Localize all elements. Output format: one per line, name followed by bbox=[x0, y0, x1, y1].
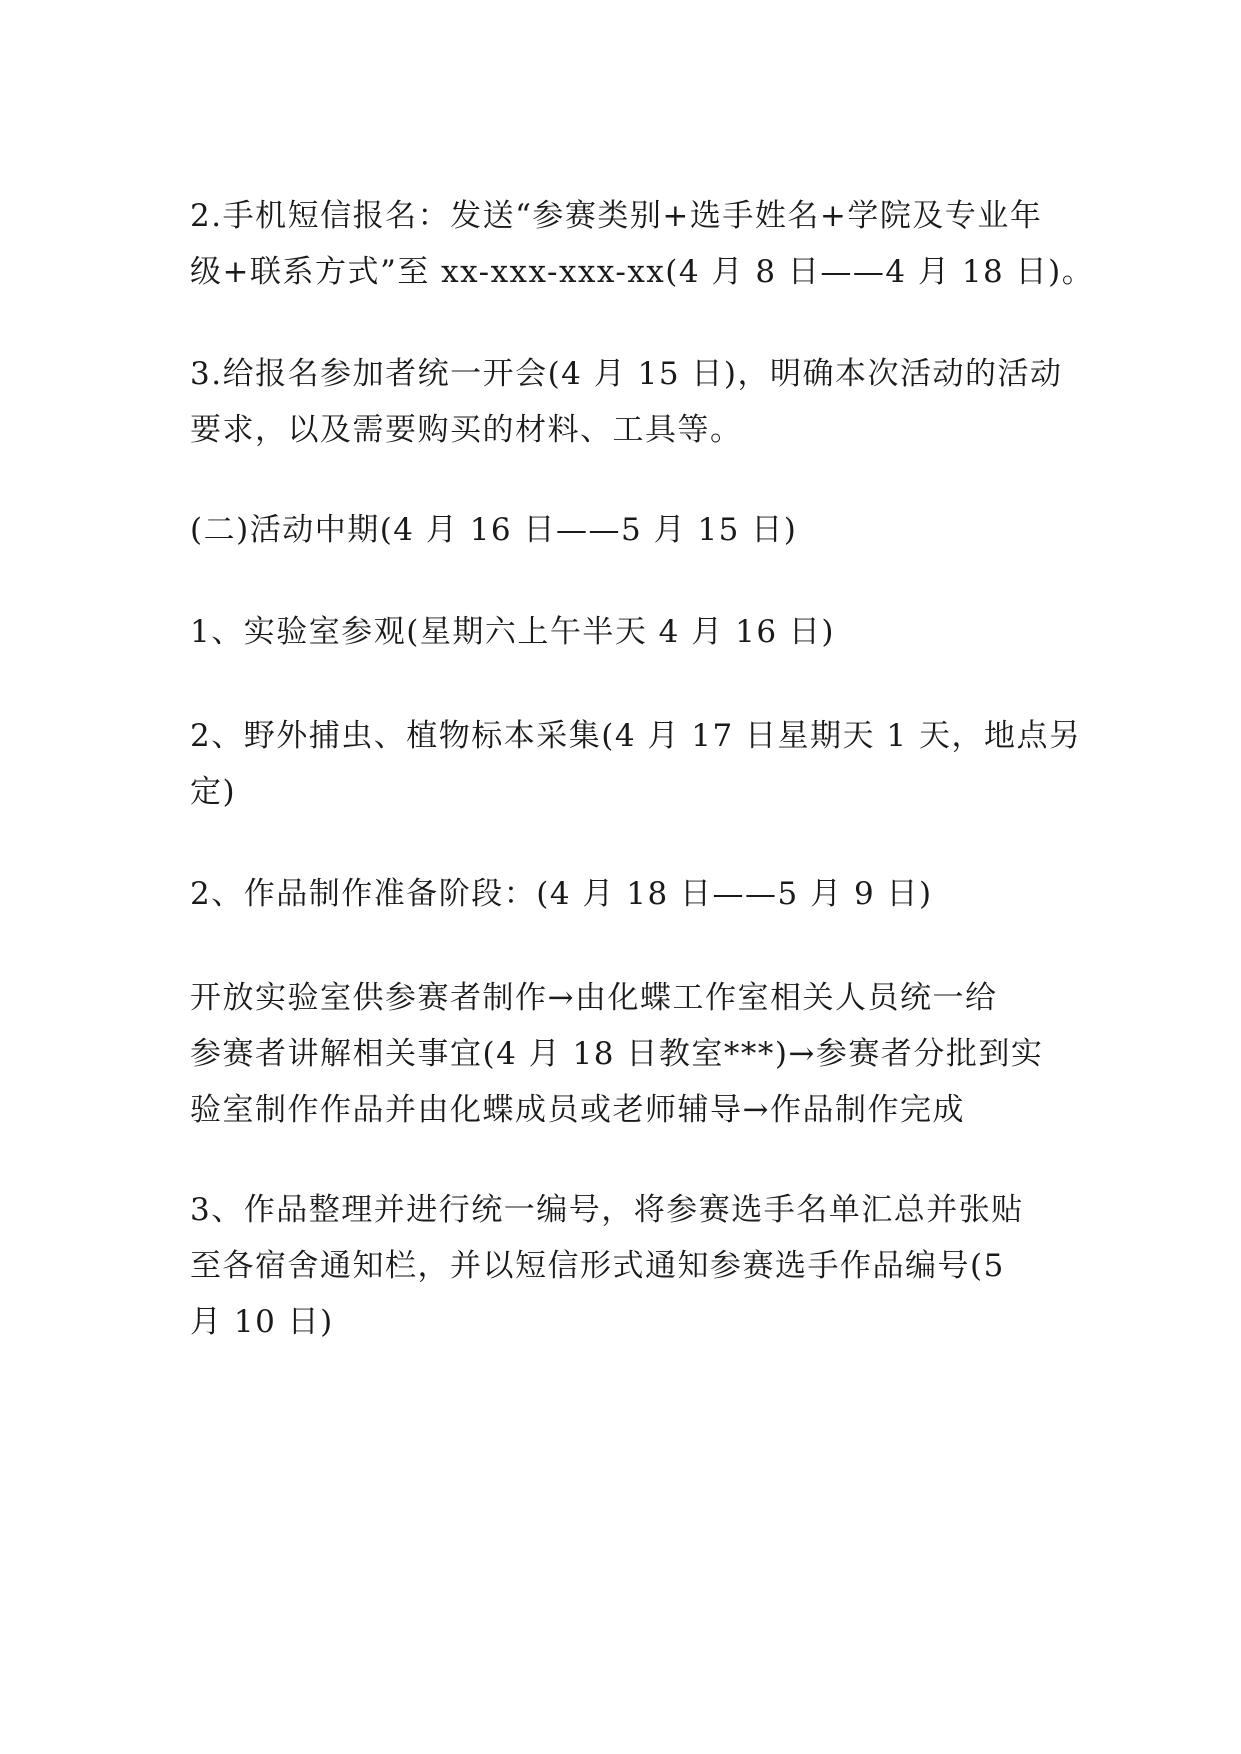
text-line: 定) bbox=[190, 774, 237, 810]
text-line: 月 10 日) bbox=[190, 1304, 334, 1340]
paragraph-sms-registration bbox=[190, 188, 1095, 300]
text-line: 3.给报名参加者统一开会(4 月 15 日)，明确本次活动的活动 bbox=[190, 356, 1063, 392]
text-line: 参赛者讲解相关事宜(4 月 18 日教室***)→参赛者分批到实 bbox=[190, 1036, 1044, 1072]
text-line: 2.手机短信报名：发送“参赛类别+选手姓名+学院及专业年 bbox=[190, 198, 1043, 234]
text-line: 1、实验室参观(星期六上午半天 4 月 16 日) bbox=[190, 614, 835, 650]
text-line: 2、野外捕虫、植物标本采集(4 月 17 日星期天 1 天，地点另 bbox=[190, 718, 1082, 754]
text-line: 开放实验室供参赛者制作→由化蝶工作室相关人员统一给 bbox=[190, 980, 998, 1016]
paragraph-lab-visit bbox=[190, 604, 1060, 660]
paragraph-workflow bbox=[190, 970, 1060, 1138]
text-line: 2、作品制作准备阶段：(4 月 18 日——5 月 9 日) bbox=[190, 876, 933, 912]
section-heading-mid-phase bbox=[190, 502, 1060, 558]
text-line: 验室制作作品并由化蝶成员或老师辅导→作品制作完成 bbox=[190, 1092, 965, 1128]
text-line: 3、作品整理并进行统一编号，将参赛选手名单汇总并张贴 bbox=[190, 1192, 1024, 1228]
paragraph-field-collection bbox=[190, 708, 1082, 820]
paragraph-numbering bbox=[190, 1182, 1060, 1350]
text-line: 至各宿舍通知栏，并以短信形式通知参赛选手作品编号(5 bbox=[190, 1248, 1005, 1284]
text-line: (二)活动中期(4 月 16 日——5 月 15 日) bbox=[190, 512, 798, 548]
text-line: 级+联系方式”至 xx-xxx-xxx-xx(4 月 8 日——4 月 18 日)。 bbox=[190, 254, 1095, 290]
paragraph-preparation-stage bbox=[190, 866, 1060, 922]
paragraph-meeting bbox=[190, 346, 1063, 458]
text-line: 要求，以及需要购买的材料、工具等。 bbox=[190, 412, 743, 448]
